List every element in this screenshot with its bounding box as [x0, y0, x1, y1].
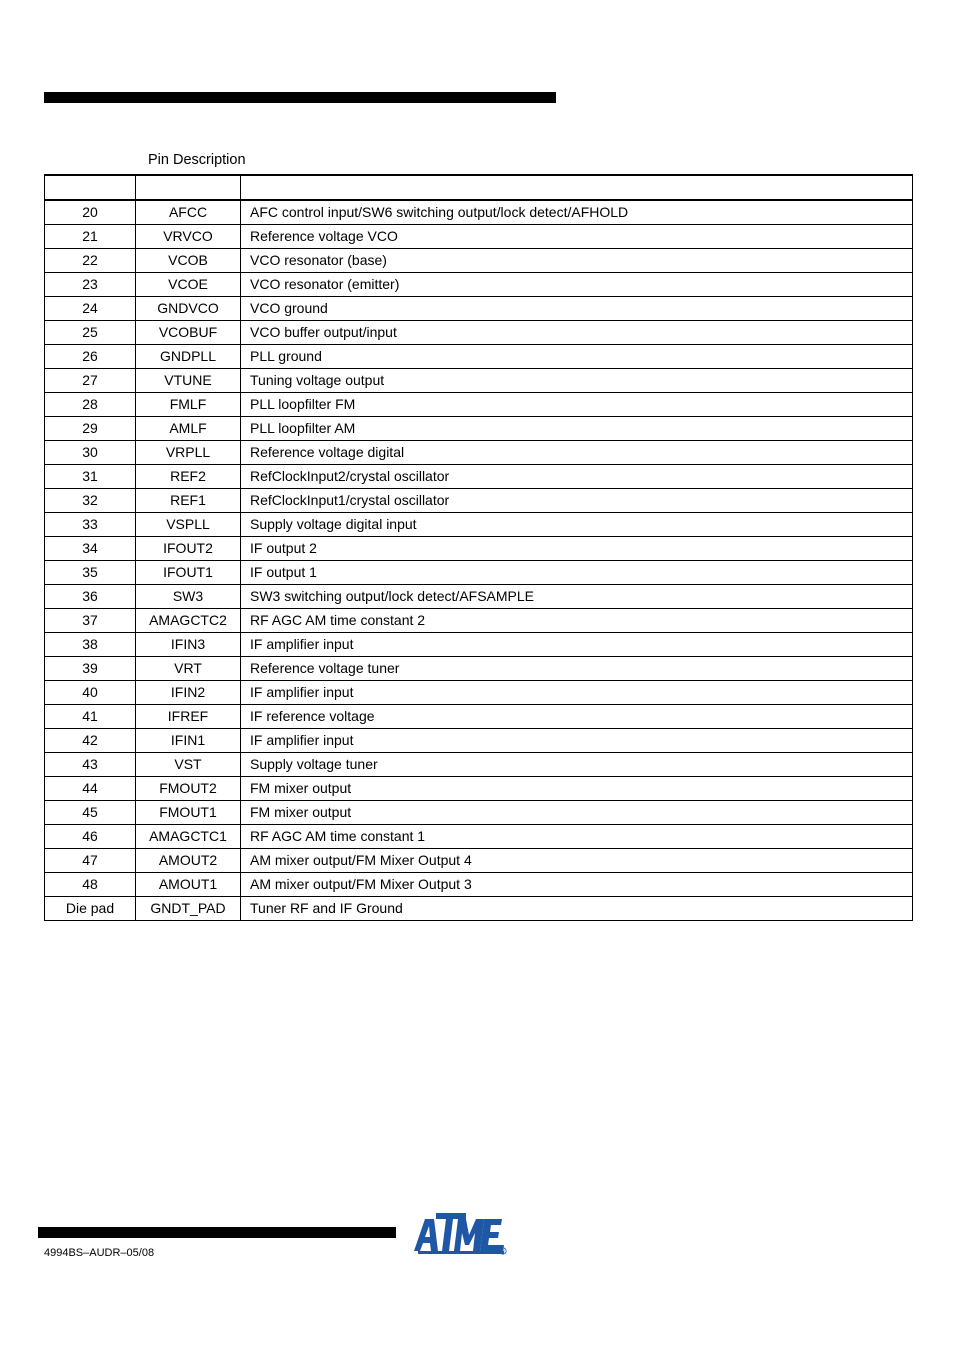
pin-cell: 47: [45, 849, 136, 873]
pin-cell: 37: [45, 609, 136, 633]
symbol-cell: IFREF: [136, 705, 241, 729]
symbol-cell: AMAGCTC2: [136, 609, 241, 633]
symbol-cell: IFIN2: [136, 681, 241, 705]
function-cell: FM mixer output: [241, 801, 913, 825]
function-cell: Reference voltage VCO: [241, 225, 913, 249]
pin-cell: 39: [45, 657, 136, 681]
function-cell: PLL loopfilter AM: [241, 417, 913, 441]
function-cell: IF reference voltage: [241, 705, 913, 729]
function-cell: FM mixer output: [241, 777, 913, 801]
pin-cell: 34: [45, 537, 136, 561]
symbol-cell: AMOUT1: [136, 873, 241, 897]
header-symbol: [136, 175, 241, 200]
table-caption: Pin Description: [148, 152, 246, 168]
function-cell: PLL loopfilter FM: [241, 393, 913, 417]
symbol-cell: FMOUT1: [136, 801, 241, 825]
function-cell: RefClockInput2/crystal oscillator: [241, 465, 913, 489]
function-cell: Tuning voltage output: [241, 369, 913, 393]
pin-cell: 44: [45, 777, 136, 801]
table-row: [45, 513, 913, 537]
symbol-cell: AMLF: [136, 417, 241, 441]
table-row: [45, 297, 913, 321]
atmel-logo: [412, 1211, 508, 1257]
pin-description-table: [44, 174, 913, 921]
symbol-cell: VRVCO: [136, 225, 241, 249]
table-row: [45, 369, 913, 393]
table-row: [45, 633, 913, 657]
symbol-cell: IFIN1: [136, 729, 241, 753]
symbol-cell: VCOBUF: [136, 321, 241, 345]
pin-cell: 46: [45, 825, 136, 849]
pin-cell: 27: [45, 369, 136, 393]
function-cell: VCO resonator (emitter): [241, 273, 913, 297]
pin-cell: 21: [45, 225, 136, 249]
table-row: [45, 657, 913, 681]
symbol-cell: VCOE: [136, 273, 241, 297]
pin-cell: 29: [45, 417, 136, 441]
pin-cell: 33: [45, 513, 136, 537]
function-cell: Tuner RF and IF Ground: [241, 897, 913, 921]
symbol-cell: AFCC: [136, 200, 241, 225]
function-cell: Supply voltage tuner: [241, 753, 913, 777]
table-row: [45, 489, 913, 513]
table-row: [45, 441, 913, 465]
pin-cell: 26: [45, 345, 136, 369]
symbol-cell: GNDPLL: [136, 345, 241, 369]
symbol-cell: FMLF: [136, 393, 241, 417]
table-row: [45, 897, 913, 921]
pin-cell: 25: [45, 321, 136, 345]
symbol-cell: VSPLL: [136, 513, 241, 537]
pin-cell: Die pad: [45, 897, 136, 921]
footer-rule: [38, 1227, 396, 1238]
symbol-cell: GNDVCO: [136, 297, 241, 321]
symbol-cell: IFOUT1: [136, 561, 241, 585]
symbol-cell: AMOUT2: [136, 849, 241, 873]
table-row: [45, 873, 913, 897]
header-function: [241, 175, 913, 200]
pin-cell: 30: [45, 441, 136, 465]
pin-cell: 31: [45, 465, 136, 489]
pin-cell: 20: [45, 200, 136, 225]
pin-cell: 35: [45, 561, 136, 585]
pin-cell: 24: [45, 297, 136, 321]
table-row: [45, 561, 913, 585]
svg-text:R: R: [501, 1248, 505, 1254]
symbol-cell: VRPLL: [136, 441, 241, 465]
function-cell: VCO ground: [241, 297, 913, 321]
symbol-cell: VTUNE: [136, 369, 241, 393]
table-row: [45, 321, 913, 345]
function-cell: RF AGC AM time constant 2: [241, 609, 913, 633]
function-cell: Reference voltage tuner: [241, 657, 913, 681]
symbol-cell: VRT: [136, 657, 241, 681]
symbol-cell: GNDT_PAD: [136, 897, 241, 921]
symbol-cell: SW3: [136, 585, 241, 609]
pin-cell: 28: [45, 393, 136, 417]
pin-cell: 36: [45, 585, 136, 609]
pin-cell: 40: [45, 681, 136, 705]
pin-cell: 41: [45, 705, 136, 729]
function-cell: Reference voltage digital: [241, 441, 913, 465]
table-row: [45, 585, 913, 609]
table-row: [45, 345, 913, 369]
table-row: [45, 801, 913, 825]
table-row: [45, 225, 913, 249]
function-cell: AM mixer output/FM Mixer Output 3: [241, 873, 913, 897]
function-cell: IF amplifier input: [241, 681, 913, 705]
function-cell: IF amplifier input: [241, 729, 913, 753]
function-cell: IF output 2: [241, 537, 913, 561]
header-rule: [44, 92, 556, 103]
pin-cell: 45: [45, 801, 136, 825]
symbol-cell: VCOB: [136, 249, 241, 273]
pin-cell: 48: [45, 873, 136, 897]
function-cell: PLL ground: [241, 345, 913, 369]
function-cell: VCO resonator (base): [241, 249, 913, 273]
table-row: [45, 705, 913, 729]
table-row: [45, 417, 913, 441]
table-row: [45, 753, 913, 777]
function-cell: RefClockInput1/crystal oscillator: [241, 489, 913, 513]
table-row: [45, 393, 913, 417]
pin-cell: 23: [45, 273, 136, 297]
function-cell: IF amplifier input: [241, 633, 913, 657]
table-row: [45, 729, 913, 753]
function-cell: VCO buffer output/input: [241, 321, 913, 345]
function-cell: RF AGC AM time constant 1: [241, 825, 913, 849]
table-header-row: [45, 175, 913, 200]
table-row: [45, 849, 913, 873]
table-row: [45, 465, 913, 489]
table-row: [45, 537, 913, 561]
symbol-cell: REF2: [136, 465, 241, 489]
table-row: [45, 249, 913, 273]
symbol-cell: IFIN3: [136, 633, 241, 657]
pin-cell: 32: [45, 489, 136, 513]
table-row: [45, 200, 913, 225]
symbol-cell: REF1: [136, 489, 241, 513]
table-row: [45, 609, 913, 633]
pin-cell: 43: [45, 753, 136, 777]
pin-cell: 22: [45, 249, 136, 273]
function-cell: AM mixer output/FM Mixer Output 4: [241, 849, 913, 873]
pin-cell: 42: [45, 729, 136, 753]
symbol-cell: VST: [136, 753, 241, 777]
function-cell: AFC control input/SW6 switching output/lock detect/AFHOLD: [241, 200, 913, 225]
table-row: [45, 273, 913, 297]
symbol-cell: IFOUT2: [136, 537, 241, 561]
pin-cell: 38: [45, 633, 136, 657]
function-cell: IF output 1: [241, 561, 913, 585]
symbol-cell: AMAGCTC1: [136, 825, 241, 849]
document-code: 4994BS–AUDR–05/08: [44, 1247, 155, 1259]
symbol-cell: FMOUT2: [136, 777, 241, 801]
header-pin: [45, 175, 136, 200]
table-row: [45, 777, 913, 801]
function-cell: SW3 switching output/lock detect/AFSAMPLE: [241, 585, 913, 609]
table-row: [45, 681, 913, 705]
function-cell: Supply voltage digital input: [241, 513, 913, 537]
table-row: [45, 825, 913, 849]
